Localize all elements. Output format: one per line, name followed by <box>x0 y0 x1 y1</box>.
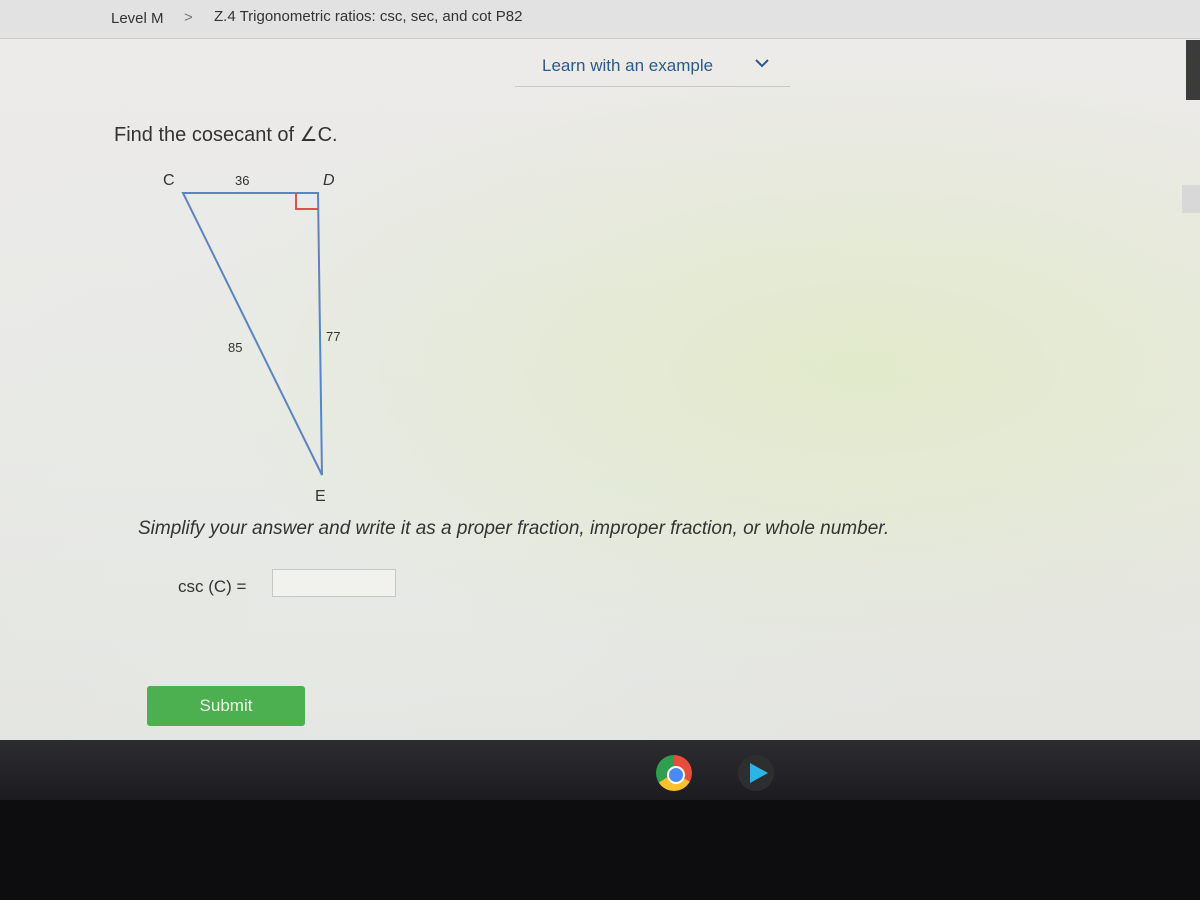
csc-c-label: csc (C) = <box>178 577 247 596</box>
right-angle-marker <box>296 193 318 209</box>
triangle-shape <box>183 193 322 475</box>
play-store-icon[interactable] <box>738 755 774 791</box>
learn-link-label: Learn with an example <box>542 56 714 75</box>
os-shelf <box>0 740 1200 800</box>
scrollbar[interactable] <box>1186 40 1200 100</box>
learn-with-example-link[interactable] <box>515 52 790 87</box>
answer-input[interactable] <box>272 569 396 597</box>
breadcrumb <box>0 0 1200 39</box>
side-de-label: 77 <box>326 329 341 344</box>
triangle-figure <box>150 160 370 510</box>
breadcrumb-level[interactable]: Level M <box>111 10 164 27</box>
vertex-e-label: E <box>315 488 326 505</box>
chrome-icon[interactable] <box>656 755 692 791</box>
breadcrumb-separator-icon: > <box>184 9 193 26</box>
side-panel-tab[interactable] <box>1182 185 1200 213</box>
chevron-down-icon <box>755 56 769 72</box>
side-cd-label: 36 <box>235 173 250 188</box>
side-ce-label: 85 <box>228 340 243 355</box>
submit-button[interactable]: Submit <box>147 686 305 726</box>
vertex-c-label: C <box>163 172 175 189</box>
breadcrumb-skill: Z.4 Trigonometric ratios: csc, sec, and cot P82 <box>214 8 523 25</box>
vertex-d-label: D <box>323 172 335 189</box>
answer-instructions: Simplify your answer and write it as a proper fraction, improper fraction, or whole number. <box>138 518 890 539</box>
question-prompt: Find the cosecant of ∠C. <box>114 124 338 146</box>
